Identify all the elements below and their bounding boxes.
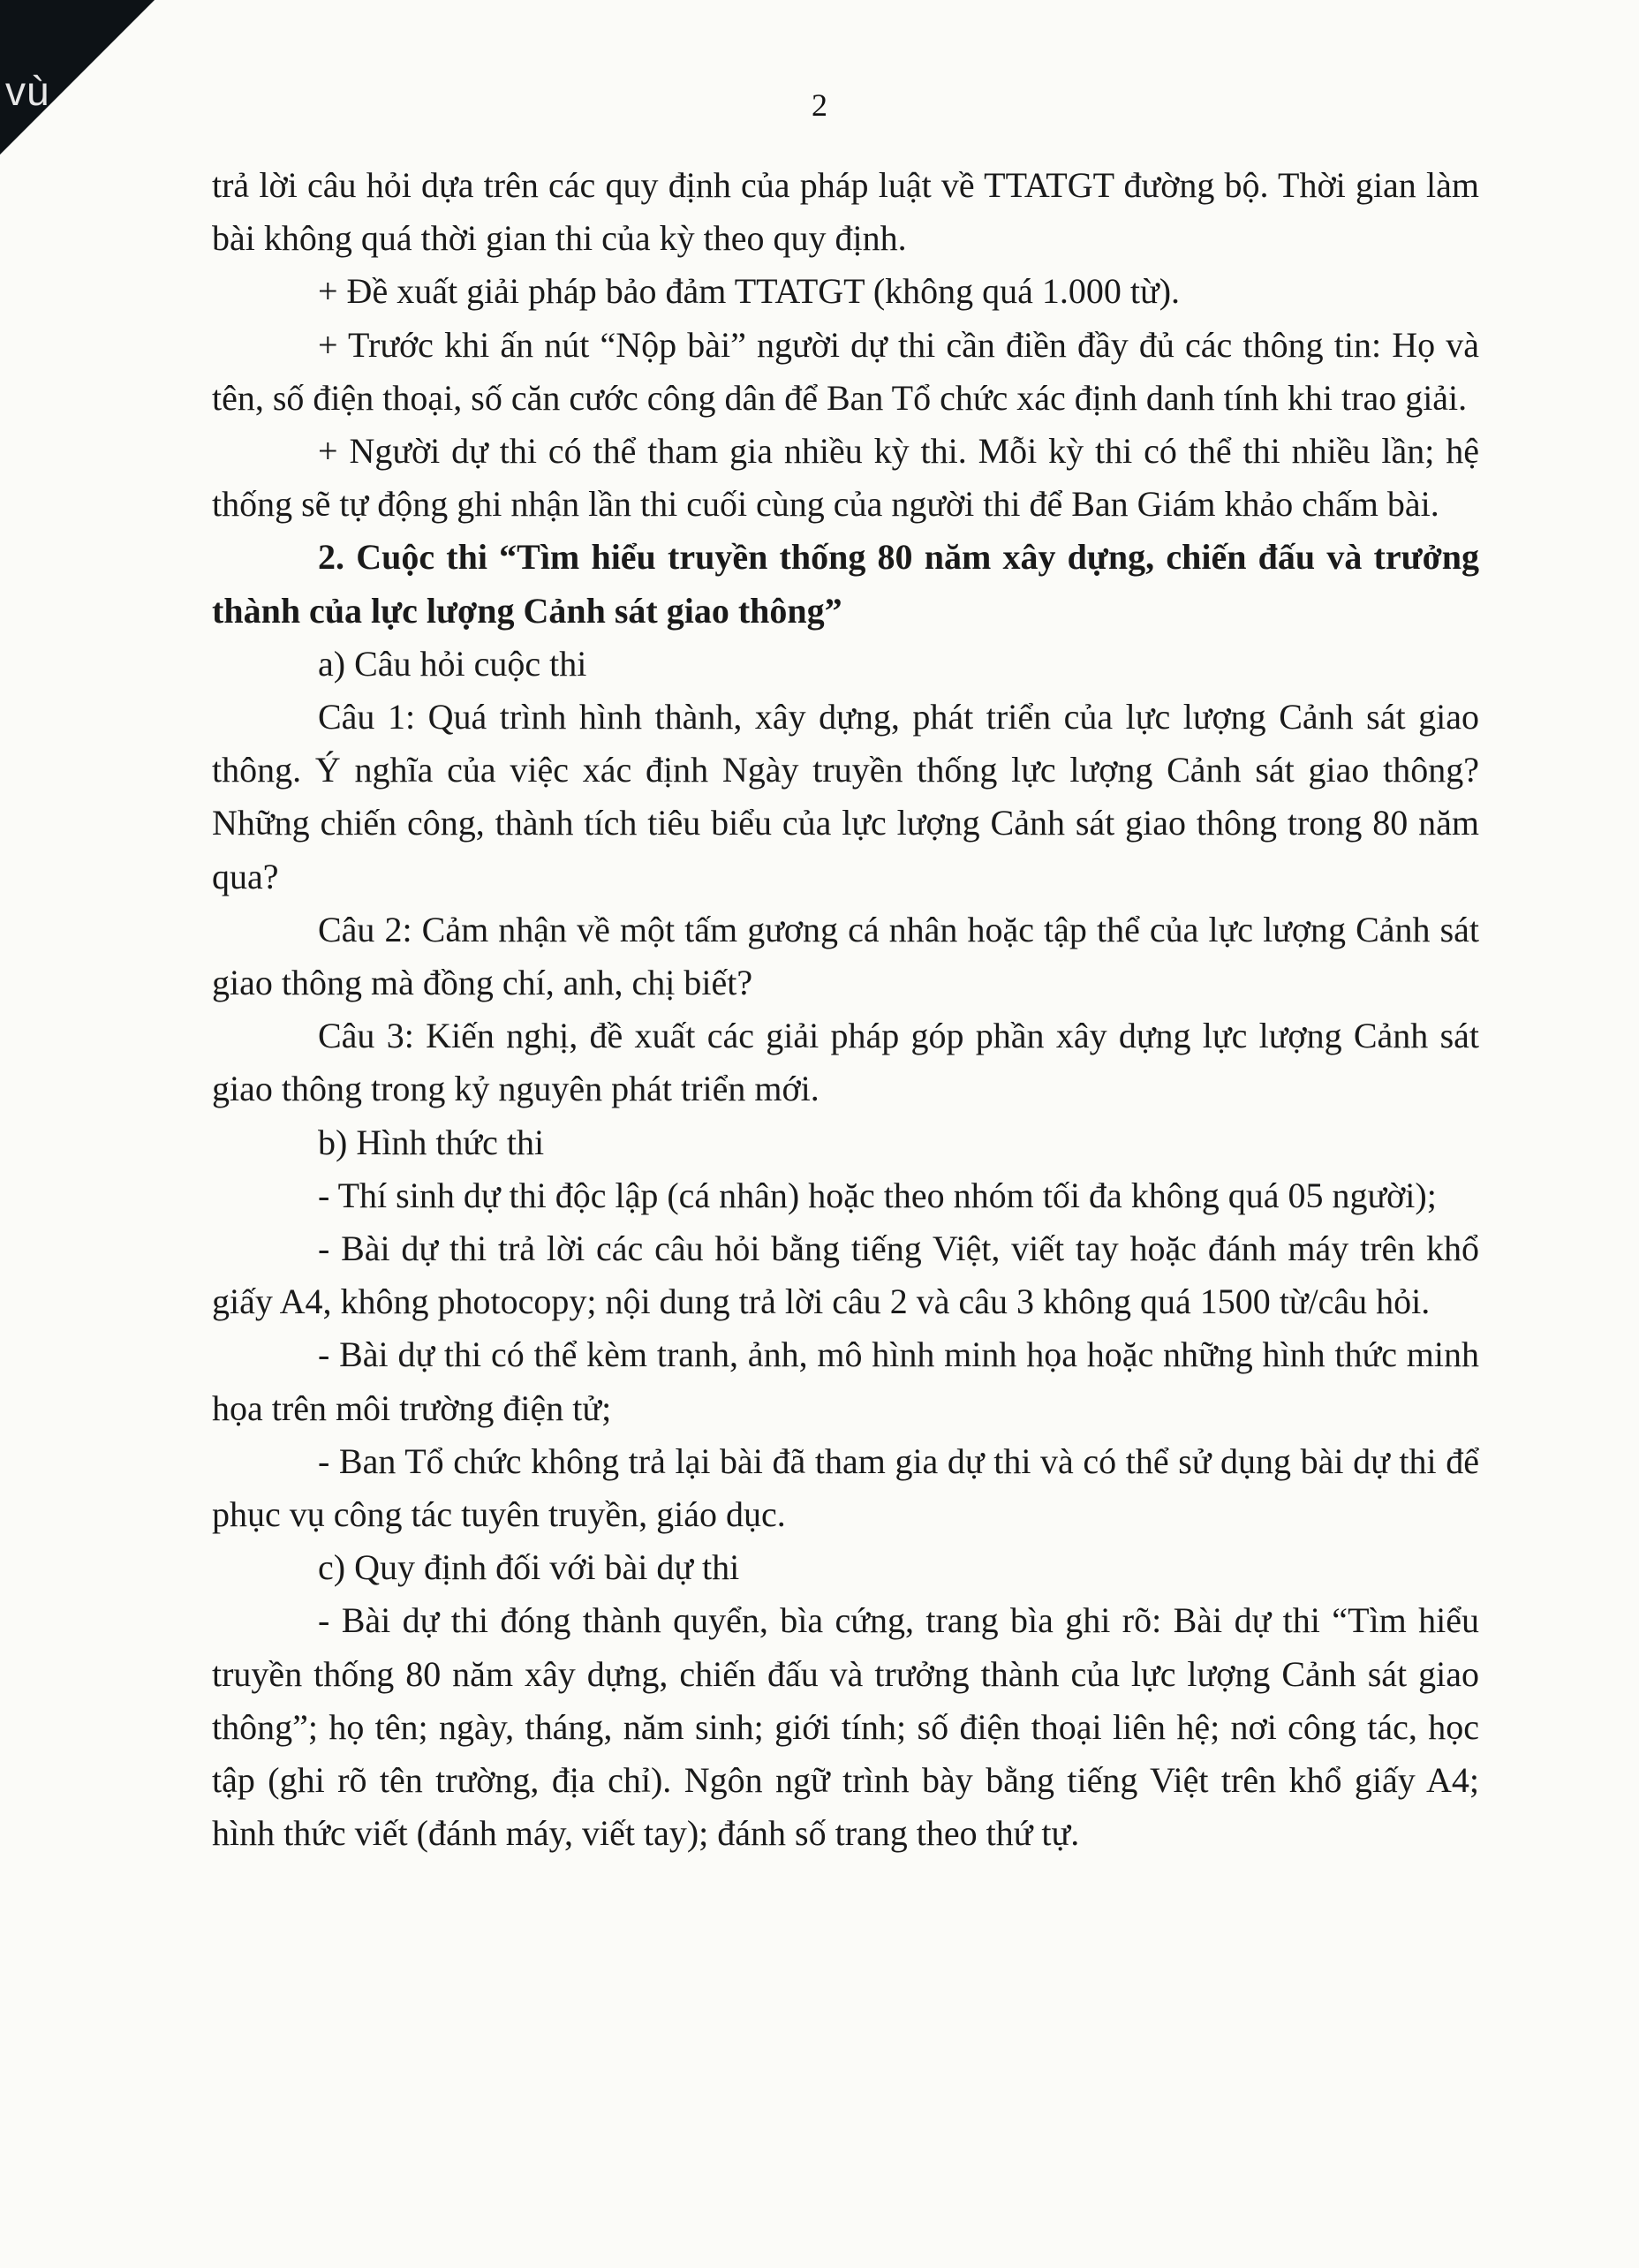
section-heading-contest-2: 2. Cuộc thi “Tìm hiểu truyền thống 80 năm xây dựng, chiến đấu và trưởng thành của lực lượng Cảnh sát giao thông” (212, 537, 1479, 631)
paragraph-exam-time: trả lời câu hỏi dựa trên các quy định của pháp luật về TTATGT đường bộ. Thời gian làm bài không quá thời gian thi của kỳ theo quy định. (212, 165, 1479, 259)
paragraph-propose-solution: + Đề xuất giải pháp bảo đảm TTATGT (không quá 1.000 từ). (318, 271, 1181, 312)
document-body (212, 159, 1479, 1861)
corner-tab-text: vù (5, 68, 50, 114)
paragraph-multiple-attempts: + Người dự thi có thể tham gia nhiều kỳ thi. Mỗi kỳ thi có thể thi nhiều lần; hệ thống sẽ tự động ghi nhận lần thi cuối cùng của người thi để Ban Giám khảo chấm bài. (212, 431, 1479, 525)
question-2: Câu 2: Cảm nhận về một tấm gương cá nhân hoặc tập thể của lực lượng Cảnh sát giao thông mà đồng chí, anh, chị biết? (212, 909, 1479, 1003)
format-item-illustrations: - Bài dự thi có thể kèm tranh, ảnh, mô hình minh họa hoặc những hình thức minh họa trên môi trường điện tử; (212, 1334, 1479, 1428)
question-3: Câu 3: Kiến nghị, đề xuất các giải pháp góp phần xây dựng lực lượng Cảnh sát giao thông trong kỷ nguyên phát triển mới. (212, 1016, 1479, 1109)
subheading-regulations: c) Quy định đối với bài dự thi (318, 1547, 740, 1588)
question-1: Câu 1: Quá trình hình thành, xây dựng, phát triển của lực lượng Cảnh sát giao thông. Ý nghĩa của việc xác định Ngày truyền thống lực lượng Cảnh sát giao thông? Những chiến công, thành tích tiêu biểu của lực lượng Cảnh sát giao thông trong 80 năm qua? (212, 697, 1479, 896)
paragraph-submit-info: + Trước khi ấn nút “Nộp bài” người dự thi cần điền đầy đủ các thông tin: Họ và tên, số điện thoại, số căn cước công dân để Ban Tổ chức xác định danh tính khi trao giải. (212, 324, 1479, 418)
subheading-format: b) Hình thức thi (318, 1122, 545, 1162)
regulation-item-binding: - Bài dự thi đóng thành quyển, bìa cứng, trang bìa ghi rõ: Bài dự thi “Tìm hiểu truyền thống 80 năm xây dựng, chiến đấu và trưởng thành của lực lượng Cảnh sát giao thông”; họ tên; ngày, tháng, năm sinh; giới tính; số điện thoại liên hệ; nơi công tác, học tập (ghi rõ tên trường, địa chỉ). Ngôn ngữ trình bày bằng tiếng Việt trên khổ giấy A4; hình thức viết (đánh máy, viết tay); đánh số trang theo thứ tự. (212, 1600, 1479, 1854)
subheading-questions: a) Câu hỏi cuộc thi (318, 643, 587, 684)
format-item-no-return: - Ban Tổ chức không trả lại bài đã tham gia dự thi và có thể sử dụng bài dự thi để phục vụ công tác tuyên truyền, giáo dục. (212, 1440, 1479, 1535)
format-item-participants: - Thí sinh dự thi độc lập (cá nhân) hoặc theo nhóm tối đa không quá 05 người); (318, 1175, 1437, 1215)
format-item-language: - Bài dự thi trả lời các câu hỏi bằng tiếng Việt, viết tay hoặc đánh máy trên khổ giấy A4, không photocopy; nội dung trả lời câu 2 và câu 3 không quá 1500 từ/câu hỏi. (212, 1228, 1479, 1322)
page-number: 2 (812, 87, 827, 123)
